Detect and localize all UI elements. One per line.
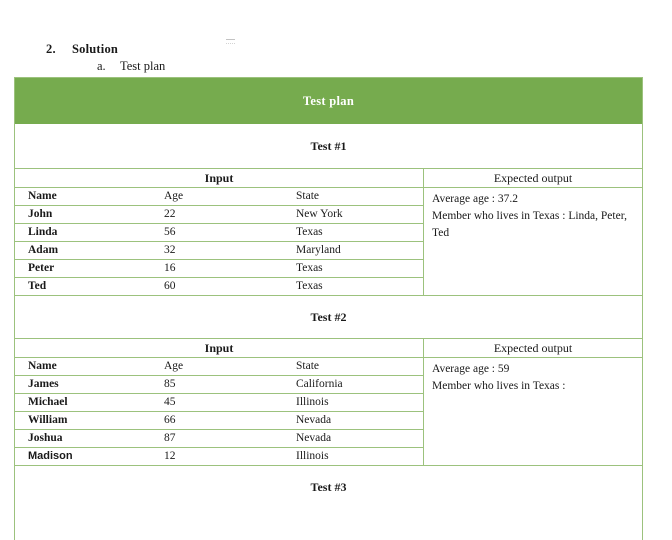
cell-age: 45 [164, 395, 176, 408]
table-row [15, 242, 423, 260]
cell-name: Michael [28, 395, 68, 408]
test1-expected-body [424, 188, 642, 242]
test-plan-table [14, 77, 643, 540]
cell-state: Illinois [296, 449, 329, 462]
sub-title: Test plan [120, 59, 166, 73]
cell-state: Illinois [296, 395, 329, 408]
cell-age: 22 [164, 207, 176, 220]
test1-grid [15, 169, 642, 296]
expected-line: Average age : 37.2 [432, 193, 518, 205]
cell-state: Nevada [296, 431, 332, 444]
col-header-state: State [296, 359, 319, 372]
cell-age: 60 [164, 279, 176, 292]
cell-age: 66 [164, 413, 176, 426]
col-header-name: Name [28, 359, 57, 372]
cell-age: 16 [164, 261, 176, 274]
cell-age: 87 [164, 431, 176, 444]
cell-name: Joshua [28, 431, 63, 444]
cell-state: Maryland [296, 243, 341, 256]
test2-title: Test #2 [15, 296, 642, 339]
test1-expected-section [424, 169, 642, 295]
col-header-name: Name [28, 189, 57, 202]
test2-expected-header: Expected output [424, 339, 642, 358]
col-header-state: State [296, 189, 319, 202]
test3-title: Test #3 [310, 480, 347, 494]
cell-age: 32 [164, 243, 176, 256]
cell-name: Madison [28, 450, 73, 462]
test1-title: Test #1 [15, 124, 642, 169]
test2-input-section [15, 339, 424, 465]
cell-name: Adam [28, 243, 59, 256]
stray-pencil-mark [226, 39, 235, 44]
expected-line: Member who lives in Texas : [432, 380, 566, 392]
cell-name: James [28, 377, 59, 390]
table-row [15, 448, 423, 465]
test2-column-headers [15, 358, 423, 376]
cell-name: John [28, 207, 53, 220]
table-row [15, 430, 423, 448]
section-heading [46, 42, 118, 57]
col-header-age: Age [164, 359, 184, 372]
sub-letter: a. [97, 59, 106, 73]
table-row [15, 376, 423, 394]
section-title: Solution [72, 42, 119, 56]
cell-age: 85 [164, 377, 176, 390]
test2-expected-section [424, 339, 642, 465]
table-row [15, 260, 423, 278]
test2-input-header: Input [15, 339, 423, 358]
expected-line: Member who lives in Texas : Linda, Peter, Ted [432, 210, 627, 239]
expected-line: Average age : 59 [432, 363, 510, 375]
test2-expected-body [424, 358, 642, 395]
cell-state: New York [296, 207, 343, 220]
cell-state: Texas [296, 261, 323, 274]
cell-age: 12 [164, 449, 176, 462]
cell-state: Texas [296, 225, 323, 238]
cell-state: California [296, 377, 343, 390]
cell-age: 56 [164, 225, 176, 238]
table-row [15, 394, 423, 412]
test1-input-section [15, 169, 424, 295]
cell-name: Peter [28, 261, 55, 274]
test1-column-headers [15, 188, 423, 206]
test1-input-header: Input [15, 169, 423, 188]
cell-state: Texas [296, 279, 323, 292]
cell-name: Ted [28, 279, 47, 292]
cell-state: Nevada [296, 413, 332, 426]
cell-name: Linda [28, 225, 58, 238]
table-row [15, 412, 423, 430]
section-number: 2. [46, 42, 56, 56]
test2-grid [15, 339, 642, 466]
table-row [15, 278, 423, 295]
table-banner: Test plan [15, 78, 642, 124]
col-header-age: Age [164, 189, 184, 202]
table-row [15, 206, 423, 224]
cell-name: William [28, 413, 68, 426]
table-row [15, 224, 423, 242]
sub-heading [97, 59, 165, 74]
test1-expected-header: Expected output [424, 169, 642, 188]
